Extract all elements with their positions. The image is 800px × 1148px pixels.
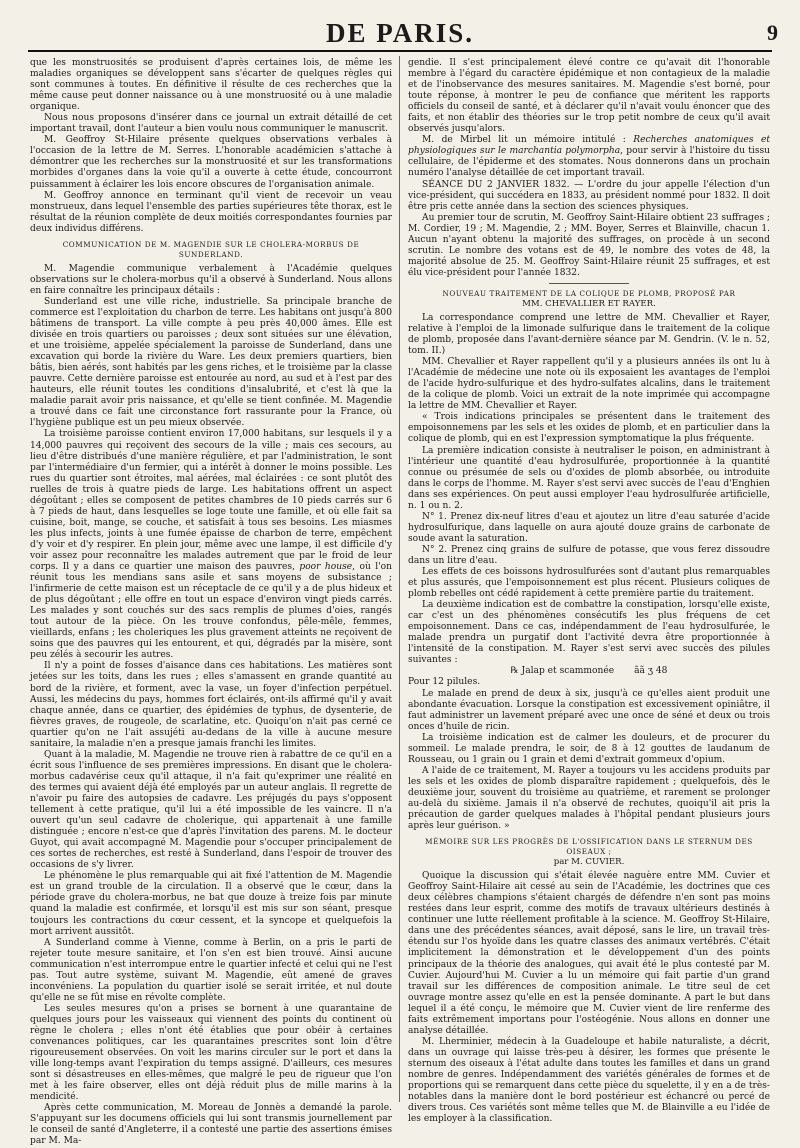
paragraph: Quant à la maladie, M. Magendie ne trouve rien à rabattre de ce qu'il en a écrit sous l'influence de ses premières impressions. En disant que le cholera-morbus cadavérise ceux qu'il attaque, il n'a fait qu'exprimer une réalité en des termes qui avaient déjà été employés par un auteur anglais. Il regrette de n'avoir pu faire des autopsies de cadavre. Les préjugés du pays s'opposent tellement à cette pratique, qu'il lui a été impossible de les vaincre. Il n'a ouvert qu'un seul cadavre de cholerique, qui appartenait à une famille distinguée ; encore n'est-ce que d'après l'invitation des parens. M. le docteur Guyot, qui avait accompagné M. Magendie pour s'occuper principalement de ces sortes de recherches, est resté à Sunderland, dans l'espoir de trouver des occasions de s'y livrer. — [30, 749, 392, 871]
section-title: NOUVEAU TRAITEMENT DE LA COLIQUE DE PLOMB, PROPOSÉ PAR — [442, 288, 736, 298]
paragraph: Le malade en prend de deux à six, jusqu'à ce qu'elles aient produit une abondante évacuation. Lorsque la constipation est excessivement opiniâtre, il faut administrer un lavement préparé avec une once de séné et deux ou trois onces d'huile de ricin. — [408, 688, 770, 732]
paragraph: Les seules mesures qu'on a prises se bornent à une quarantaine de quelques jours pour les vaisseaux qui viennent des points du continent où règne le cholera ; elles n'ont été établies que pour obéir à certaines convenances politiques, car les quarantaines prescrites sont loin d'être rigoureusement observées. On voit les marins circuler sur le port et dans la ville long-temps avant l'expiration du temps assigné. D'ailleurs, ces mesures sont si désastreuses en elles-mêmes, que malgré le peu de rigueur que l'on met à les faire observer, elles ont déjà réduit plus de mille marins à la mendicité. — [30, 1003, 392, 1103]
page-header — [20, 8, 780, 52]
italic-term: poor house — [299, 562, 353, 573]
paragraph: La correspondance comprend une lettre de MM. Chevallier et Rayer, relative à l'emploi de la limonade sulfurique dans le traitement de la colique de plomb, proposée dans l'avant-dernière séance par M. Gendrin. (V. le n. 52, tom. II.) — [408, 312, 770, 357]
text-run: , où l'on réunit tous les mendians sans asile et sans moyens de subsistance ; l'infirmerie de cette maison est un réceptacle de ce qu'il y a de plus hideux et de plus dégoûtant ; elle offre en tout un espace d'environ vingt pieds carrés. Les malades y sont couchés sur des sacs remplis de plumes d'oies, rangés tout autour de la pièce. On les trouve confondus, pêle-mêle, femmes, vieillards, enfans ; les choleriques les plus gravement atteints ne reçoivent de soins que des pauvres qui les entourent, et qui, dégradés par la misère, sont peu zélés à secourir les autres. — [30, 562, 392, 661]
page-number: 9 — [767, 20, 778, 45]
text-run: M. de Mirbel lit un mémoire intitulé : — [422, 135, 626, 146]
paragraph: N° 1. Prenez dix-neuf litres d'eau et ajoutez un litre d'eau saturée d'acide hydrosulfurique, dans laquelle on aura ajouté douze grains de carbonate de soude avant la saturation. — [408, 511, 770, 544]
section-title: MÉMOIRE SUR LES PROGRÈS DE L'OSSIFICATION DANS LE STERNUM DES OISEAUX ; — [425, 837, 753, 857]
section-authors: MM. CHEVALLIER ET RAYER. — [522, 298, 656, 309]
paragraph: La première indication consiste à neutraliser le poison, en administrant à l'intérieur une quantité d'eau hydrosulfurée, proportionnée à la quantité connue ou présumée de sels ou d'oxides de plomb absorbée, ou introduite dans le corps de l'homme. M. Rayer s'est servi avec succès de l'eau d'Enghien dans ses expériences. On peut aussi employer l'eau hydrosulfurée artificielle, n. 1 ou n. 2. — [408, 445, 770, 511]
italic-title: Recherches anatomiques et physiologiques sur le marchantia polymorpha — [408, 135, 770, 157]
paragraph: Sunderland est une ville riche, industrielle. Sa principale branche de commerce est l'exploitation du charbon de terre. Les habitans ont jusqu'à 800 bâtimens de transport. La ville compte à peu près 40,000 âmes. Elle est divisée en trois quartiers ou paroisses ; deux sont situées sur une élévation, et une troisième, appelée spécialement la paroisse de Sunderland, dans une excavation qui borde la rivière du Ware. Les deux premiers quartiers, bien bâtis, bien aérés, sont habités par les gens riches, et le troisième par la classe pauvre. Cette dernière paroisse est entourée au nord, au sud et à l'est par des hauteurs, elle réunit toutes les conditions d'insalubrité, et c'est là que la maladie parait avoir pris naissance, et qu'elle se tient confinée. M. Magendie a trouvé dans ce fait une circonstance fort rassurante pour la France, où l'hygiène publique est un peu mieux observée. — [30, 296, 392, 429]
seance-heading: SÉANCE DU 2 JANVIER 1832. — [422, 179, 570, 190]
paragraph: A Sunderland comme à Vienne, comme à Berlin, on a pris le parti de rejeter toute mesure sanitaire, et l'on s'en est bien trouvé. Ainsi aucune communication n'est interrompue entre le quartier infecté et celui qui ne l'est pas. Tout autre système, suivant M. Magendie, eût amené de graves inconvéniens. La population du quartier isolé se serait irritée, et nul doute qu'elle ne se fût mise en révolte complète. — [30, 937, 392, 1003]
right-column — [408, 58, 771, 1125]
page-title: DE PARIS. — [325, 18, 475, 48]
paragraph — [408, 135, 770, 179]
text-run: — L'ordre du jour appelle l'élection d'un vice-président, qui succédera en 1833, au président nommé pour 1832. Il doit être pris cette année dans la section des sciences physiques. — [408, 179, 770, 212]
section-heading — [408, 837, 770, 867]
section-authors: par M. CUVIER. — [553, 857, 625, 868]
section-heading: COMMUNICATION DE M. MAGENDIE SUR LE CHOLERA-MORBUS DE SUNDERLAND. — [62, 239, 360, 259]
text-run: , pour servir à l'histoire du tissu cellulaire, de l'épiderme et des stomates. Nous donnerons dans un prochain numéro l'analyse détaillée de cet important travail. — [408, 146, 771, 179]
paragraph: M. Lherminier, médecin à la Guadeloupe et habile naturaliste, a décrit, dans un ouvrage qui laisse très-peu à désirer, les formes que présente le sternum des oiseaux à l'état adulte dans toutes les familles et dans un grand nombre de genres. Indépendamment des variétés générales de formes et de proportions qui se remarquent dans cette pièce du squelette, il y en a de très-notables dans la manière dont le bord postérieur est échancré ou percé de divers trous. Ces variétés sont même telles que M. de Blainville a eu l'idée de les employer à la classification. — [408, 1036, 770, 1125]
paragraph: que les monstruosités se produisent d'après certaines lois, de même les maladies organiques se développent sans s'écarter de quelques règles qui sont communes à toutes. En définitive il résulte de ces recherches que la même cause peut donner naissance ou à une monstruosité ou à une maladie organique. — [30, 58, 392, 113]
column-divider — [399, 56, 400, 1102]
text-run: La troisième paroisse contient environ 17,000 habitans, sur lesquels il y a 14,000 pauvres qui reçoivent des secours de la ville ; mais ces secours, au lieu d'être distribués d'une manière régulière, et par l'administration, le sont par l'intermédiaire d'un fermier, qui a intérêt à donner le moins possible. Les rues du quartier sont étroites, mal aérées, mal éclairées : ce sont plutôt des ruelles de trois à quatre pieds de large. Les habitations offrent un aspect dégoûtant ; elles se composent de petites chambres de 10 pieds carrés sur 6 à 7 pieds de haut, dans lesquelles se loge toute une famille, et où elle fait sa cuisine, boit, mange, se couche, et satisfait à tous ses besoins. Les miasmes les plus infects, joints à une fumée épaisse de charbon de terre, empêchent d'y voir et d'y respirer. En plein jour, même avec une lampe, il est difficile d'y voir assez pour reconnaître les malades autrement que par le froid de leur corps. Il y a dans ce quartier une maison des pauvres, — [30, 429, 392, 573]
left-column — [30, 58, 392, 1147]
paragraph — [30, 429, 392, 661]
paragraph: gendie. Il s'est principalement élevé contre ce qu'avait dit l'honorable membre à l'égard du caractère épidémique et non contagieux de la maladie et de l'inobservance des mesures sanitaires. M. Magendie s'est borné, pour toute réponse, à montrer le peu de confiance que méritent les rapports officiels du conseil de santé, et à déclarer qu'il n'avait voulu énoncer que des faits, et non établir des théories sur le trop petit nombre de ceux qu'il avait observés jusqu'alors. — [408, 58, 770, 135]
paragraph: La troisième indication est de calmer les douleurs, et de procurer du sommeil. Le malade prendra, le soir, de 8 à 12 gouttes de laudanum de Rousseau, ou 1 grain ou 1 grain et demi d'extrait gommeux d'opium. — [408, 732, 770, 765]
paragraph: N° 2. Prenez cinq grains de sulfure de potasse, que vous ferez dissoudre dans un litre d'eau. — [408, 544, 770, 566]
paragraph: « Trois indications principales se présentent dans le traitement des empoisonnemens par les sels et les oxides de plomb, et en particulier dans la colique de plomb, qui en est l'expression symptomatique la plus fréquente. — [408, 412, 770, 445]
section-heading — [408, 289, 770, 309]
paragraph: Le phénomène le plus remarquable qui ait fixé l'attention de M. Magendie est un grand trouble de la circulation. Il a observé que le cœur, dans la période grave du cholera-morbus, ne bat que douze à treize fois par minute quand la maladie est confirmée, et lorsqu'il est mis sur son séant, presque toujours les contractions du cœur cessent, et la syncope et quelquefois la mort arrivent aussitôt. — [30, 871, 392, 937]
paragraph: M. Geoffroy St-Hilaire présente quelques observations verbales à l'occasion de la lettre de M. Serres. L'honorable académicien s'attache à démontrer que les recherches sur la monstruosité et sur les transformations morbides d'organes dans la voie qu'il a ouverte à cette étude, concourront puissamment à éclairer les lois encore obscures de l'organisation animale. — [30, 135, 392, 190]
header-rule — [28, 50, 772, 52]
paragraph: M. Geoffroy annonce en terminant qu'il vient de recevoir un veau monstrueux, dans lequel l'ensemble des parties supérieures tête thorax, est le résultat de la réunion complète de deux moitiés correspondantes fournies par deux individus différens. — [30, 190, 392, 234]
paragraph: Quoique la discussion qui s'était élevée naguère entre MM. Cuvier et Geoffroy Saint-Hilaire ait cessé au sein de l'Académie, les doctrines que ces deux célèbres champions s'étaient chargés de défendre n'en sont pas moins restées dans leur esprit, comme des motifs de travaux ultérieurs destinés à continuer une lutte réellement profitable à la science. M. Geoffroy St-Hilaire, dans une des précédentes séances, avait déposé, sans le lire, un travail très-étendu sur l'os hyoïde dans les quatre classes des animaux vertébrés. C'était implicitement la démonstration et le développement d'un des points principaux de la théorie des analogues, qui avait été le plus contesté par M. Cuvier. Aujourd'hui M. Cuvier a lu un mémoire qui fait partie d'un grand travail sur les différences de composition animale. Le titre seul de cet ouvrage montre assez qu'elle en est la pensée dominante. A part le but dans lequel il a été conçu, le mémoire que M. Cuvier vient de lire renferme des faits extrêmement importans pour l'ostéogénie. Nous allons en donner une analyse détaillée. — [408, 871, 770, 1036]
formula-dose: ãã ʒ 48 — [634, 666, 668, 677]
formula-ingredients: ℞ Jalap et scammonée — [510, 666, 615, 677]
paragraph: Il n'y a point de fosses d'aisance dans ces habitations. Les matières sont jetées sur les toits, dans les rues ; elles s'amassent en grande quantité au bord de la rivière, et forment, avec la vase, un foyer d'infection perpétuel. Aussi, les médecins du pays, hommes fort éclairés, ont-ils affirmé qu'il y avait chaque année, dans ce quartier, des épidémies de typhus, de dysenterie, de fièvres graves, de rougeole, de scarlatine, etc. Quoiqu'on n'ait pas cerné ce quartier qu'on ne l'ait assujéti au-dedans de la ville à aucune mesure sanitaire, la maladie n'en a presque jamais franchi les limites. — [30, 661, 392, 749]
paragraph: Au premier tour de scrutin, M. Geoffroy Saint-Hilaire obtient 23 suffrages ; M. Cordier, 19 ; M. Magendie, 2 ; MM. Boyer, Serres et Blainville, chacun 1. Aucun n'ayant obtenu la majorité des suffrages, on procède à un second scrutin. Le nombre des votans est de 49, le nombre des votes de 48, la majorité absolue de 25. M. Geoffroy Saint-Hilaire réunit 25 suffrages, et est élu vice-président pour l'année 1832. — [408, 212, 770, 278]
paragraph: M. Magendie communique verbalement à l'Académie quelques observations sur le cholera-morbus qu'il a observé à Sunderland. Nous allons en faire connaître les principaux détails : — [30, 263, 392, 296]
paragraph: MM. Chevallier et Rayer rappellent qu'il y a plusieurs années ils ont lu à l'Académie de médecine une note où ils exposaient les avantages de l'emploi de l'acide hydro-sulfurique et des hydro-sulfates alcalins, dans le traitement de la colique de plomb. Voici un extrait de la note imprimée qui accompagne la lettre de MM. Chevallier et Rayer. — [408, 357, 770, 412]
paragraph: Nous nous proposons d'insérer dans ce journal un extrait détaillé de cet important travail, dont l'auteur a bien voulu nous communiquer le manuscrit. — [30, 113, 392, 135]
section-separator — [549, 283, 629, 284]
paragraph: Pour 12 pilules. — [408, 677, 481, 688]
paragraph: Après cette communication, M. Moreau de Jonnès a demandé la parole. S'appuyant sur les documens officiels qui lui sont transmis journellement par le conseil de santé d'Angleterre, il a contesté une partie des assertions émises par M. Ma- — [30, 1103, 392, 1147]
paragraph: A l'aide de ce traitement, M. Rayer a toujours vu les accidens produits par les sels et les oxides de plomb disparaître rapidement ; quelquefois, dès le deuxième jour, souvent du troisième au quatrième, et rarement se prolonger au-delà du sixième. Jamais il n'a observé de rechutes, quoiqu'il ait pris la précaution de garder quelques malades à l'hôpital pendant plusieurs jours après leur guérison. » — [408, 765, 770, 832]
paragraph — [408, 180, 770, 213]
paragraph: Les effets de ces boissons hydrosulfurées sont d'autant plus remarquables et plus assurés, que l'empoisonnement est plus récent. Plusieurs coliques de plomb rebelles ont cédé rapidement à cette première partie du traitement. — [408, 567, 770, 600]
prescription-formula — [408, 666, 770, 677]
paragraph: La deuxième indication est de combattre la constipation, lorsqu'elle existe, car c'est un des phénomènes consécutifs les plus fréquens de cet empoisonnement. Dans ce cas, indépendamment de l'eau hydrosulfurée, le malade prendra un purgatif dont l'activité devra être proportionnée à l'intensité de la constipation. M. Rayer s'est servi avec succès des pilules suivantes : — [408, 600, 770, 666]
